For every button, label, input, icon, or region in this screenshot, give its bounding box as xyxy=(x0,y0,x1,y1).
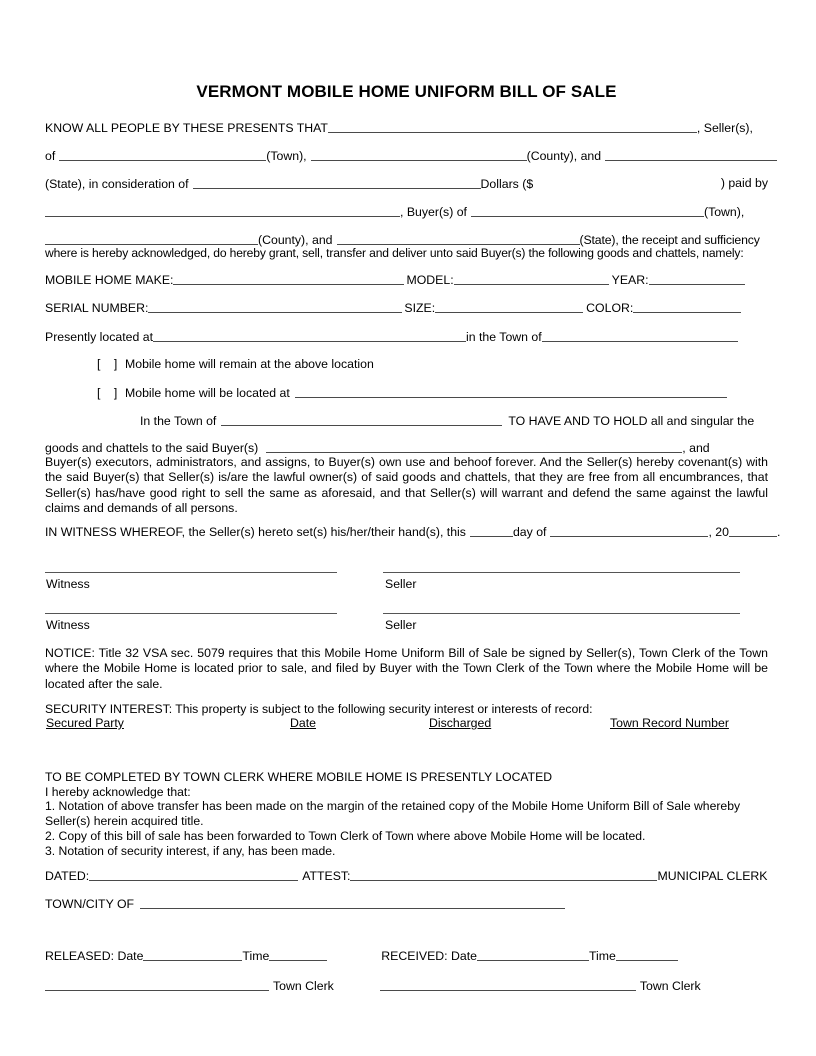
security-interest-heading: SECURITY INTEREST: This property is subject to the following security interest or interests of record: xyxy=(45,702,593,716)
seller-county-label: (County), and xyxy=(526,149,602,163)
seller-town-field[interactable] xyxy=(59,148,266,161)
received-town-clerk-signature-field[interactable] xyxy=(380,978,636,991)
color-field[interactable] xyxy=(633,300,741,313)
witness-clause-prefix: IN WITNESS WHEREOF, the Seller(s) hereto set(s) his/her/their hand(s), this xyxy=(45,525,466,539)
dated-label: DATED: xyxy=(45,869,90,883)
month-field[interactable] xyxy=(550,524,708,537)
town-city-of-label: TOWN/CITY OF xyxy=(45,897,135,911)
col-header-town-record-number: Town Record Number xyxy=(610,716,729,730)
serial-label: SERIAL NUMBER: xyxy=(45,301,149,315)
covenant-lead-suffix: , and xyxy=(682,441,710,455)
year-two-digit-field[interactable] xyxy=(729,524,777,537)
released-date-field[interactable] xyxy=(143,948,242,961)
town-clerk-item-1: 1. Notation of above transfer has been made on the margin of the retained copy of the Mobile Home Uniform Bill of Sale whereby Seller(s) herein acquired title. xyxy=(45,799,741,829)
size-label: SIZE: xyxy=(404,301,436,315)
town-city-of-row xyxy=(45,896,768,912)
state-consideration-label: (State), in consideration of xyxy=(45,177,189,191)
witness-clause-row xyxy=(45,524,781,540)
buyer-town-label: (Town), xyxy=(703,205,745,219)
preamble-line-1 xyxy=(45,120,768,136)
new-town-label: In the Town of xyxy=(140,414,217,428)
notice-paragraph: NOTICE: Title 32 VSA sec. 5079 requires that this Mobile Home Uniform Bill of Sale be signed by Seller(s), Town Clerk of the Town where the Mobile Home is located prior to sale, and filed by Buyer with the Town Clerk of the Town where the Mobile Home will be located after the sale. xyxy=(45,646,768,691)
col-header-discharged: Discharged xyxy=(429,716,492,730)
witness-label-2: Witness xyxy=(46,618,90,632)
witness-clause-period: . xyxy=(776,525,781,539)
year-label: YEAR: xyxy=(611,273,649,287)
received-time-label: Time xyxy=(588,949,616,963)
color-label: COLOR: xyxy=(586,301,634,315)
released-time-label: Time xyxy=(242,949,270,963)
to-have-and-to-hold-label: TO HAVE AND TO HOLD all and singular the xyxy=(508,414,755,428)
preamble-line1-suffix: , Seller(s), xyxy=(696,121,753,135)
presently-located-label: Presently located at xyxy=(45,330,154,344)
released-label: RELEASED: Date xyxy=(45,949,144,963)
checkbox-remain-label: Mobile home will remain at the above location xyxy=(125,357,374,371)
seller-town-label: (Town), xyxy=(266,149,307,163)
dollars-label: Dollars ($ xyxy=(480,177,534,191)
new-town-row xyxy=(140,413,768,429)
preamble-line-4 xyxy=(45,204,768,220)
relocate-address-field[interactable] xyxy=(295,385,727,398)
preamble-line-6: where is hereby acknowledged, do hereby grant, sell, transfer and deliver unto said Buyer(s) the following goods and chattels, namely: xyxy=(45,246,744,260)
preamble-line1-prefix: KNOW ALL PEOPLE BY THESE PRESENTS THAT xyxy=(45,121,328,135)
checkbox-remain-icon[interactable]: [ ] xyxy=(97,357,123,371)
seller-label-2: Seller xyxy=(385,618,417,632)
year-field[interactable] xyxy=(649,272,745,285)
model-field[interactable] xyxy=(454,272,609,285)
covenant-buyer-field[interactable] xyxy=(266,440,682,453)
covenant-body: Buyer(s) executors, administrators, and assigns, to Buyer(s) own use and behoof forever. And the Seller(s) hereby covenant(s) with the said Buyer(s) that Seller(s) is/are the lawful owner(s) of said goods and chattels, that they are free from all encumbrances, that Seller(s) has/have good right to sell the same as aforesaid, and that Seller(s) will warrant and defend the same against the lawful claims and demands of all persons. xyxy=(45,455,768,516)
received-label: RECEIVED: Date xyxy=(381,949,477,963)
town-clerk-signature-row xyxy=(45,978,768,994)
buyer-names-field[interactable] xyxy=(45,204,400,217)
dated-field[interactable] xyxy=(89,868,298,881)
home-make-row xyxy=(45,272,768,288)
day-field[interactable] xyxy=(470,524,513,537)
released-town-clerk-label: Town Clerk xyxy=(273,979,334,993)
received-town-clerk-label: Town Clerk xyxy=(639,979,701,993)
released-received-row xyxy=(45,948,768,964)
col-header-secured-party: Secured Party xyxy=(46,716,124,730)
buyer-state-field[interactable] xyxy=(337,232,580,245)
released-time-field[interactable] xyxy=(269,948,327,961)
model-label: MODEL: xyxy=(406,273,454,287)
town-clerk-heading: TO BE COMPLETED BY TOWN CLERK WHERE MOBILE HOME IS PRESENTLY LOCATED xyxy=(45,770,553,784)
town-clerk-item-3: 3. Notation of security interest, if any, has been made. xyxy=(45,844,336,858)
seller-state-field[interactable] xyxy=(605,148,777,161)
make-label: MOBILE HOME MAKE: xyxy=(45,273,174,287)
released-town-clerk-signature-field[interactable] xyxy=(45,978,269,991)
seller-names-field[interactable] xyxy=(328,120,697,133)
checkbox-relocate-label: Mobile home will be located at xyxy=(125,386,290,400)
preamble-line-3 xyxy=(45,176,768,192)
checkbox-relocate-row[interactable] xyxy=(97,385,768,401)
page-title: VERMONT MOBILE HOME UNIFORM BILL OF SALE xyxy=(196,82,617,101)
buyer-county-label: (County), and xyxy=(258,233,333,247)
year-prefix-label: , 20 xyxy=(708,525,729,539)
presently-located-town-field[interactable] xyxy=(542,329,738,342)
in-the-town-of-label: in the Town of xyxy=(466,330,542,344)
seller-signature-line-1[interactable] xyxy=(383,572,740,573)
serial-field[interactable] xyxy=(148,300,402,313)
witness-signature-line-1[interactable] xyxy=(45,572,337,573)
covenant-lead-row xyxy=(45,440,768,456)
attest-label: ATTEST: xyxy=(302,869,351,883)
seller-signature-line-2[interactable] xyxy=(383,613,740,614)
home-serial-row xyxy=(45,300,768,316)
buyer-of-label: , Buyer(s) of xyxy=(400,205,467,219)
paid-by-label: ) paid by xyxy=(720,176,768,190)
receipt-sufficiency-label: (State), the receipt and sufficiency xyxy=(579,233,760,247)
seller-label-1: Seller xyxy=(385,577,417,591)
municipal-clerk-label: MUNICIPAL CLERK xyxy=(657,869,768,883)
town-clerk-item-2: 2. Copy of this bill of sale has been forwarded to Town Clerk of Town where above Mobile Home will be located. xyxy=(45,829,646,843)
size-field[interactable] xyxy=(435,300,583,313)
attest-field[interactable] xyxy=(350,868,657,881)
presently-located-row xyxy=(45,329,768,345)
received-date-field[interactable] xyxy=(477,948,589,961)
make-field[interactable] xyxy=(173,272,404,285)
covenant-lead-prefix: goods and chattels to the said Buyer(s) xyxy=(45,441,259,455)
preamble-line-2 xyxy=(45,148,768,164)
checkbox-relocate-icon[interactable]: [ ] xyxy=(97,386,123,400)
buyer-county-field[interactable] xyxy=(45,232,258,245)
town-city-of-field[interactable] xyxy=(140,896,565,909)
dated-attest-row xyxy=(45,868,768,884)
witness-signature-line-2[interactable] xyxy=(45,613,337,614)
buyer-town-field[interactable] xyxy=(471,204,704,217)
new-town-field[interactable] xyxy=(221,413,502,426)
col-header-date: Date xyxy=(290,716,316,730)
seller-county-field[interactable] xyxy=(311,148,527,161)
preamble-of-label: of xyxy=(45,149,56,163)
town-clerk-acknowledge: I hereby acknowledge that: xyxy=(45,785,191,799)
presently-located-field[interactable] xyxy=(153,329,466,342)
witness-label-1: Witness xyxy=(46,577,90,591)
consideration-amount-words-field[interactable] xyxy=(193,176,481,189)
checkbox-remain-row[interactable] xyxy=(97,357,768,372)
day-of-label: day of xyxy=(512,525,547,539)
received-time-field[interactable] xyxy=(616,948,678,961)
